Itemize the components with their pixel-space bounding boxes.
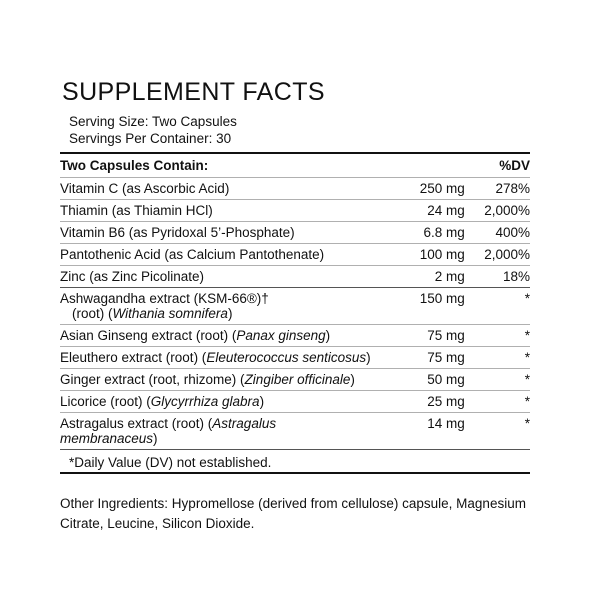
botanical-name-suffix: ) <box>153 431 158 446</box>
serving-size-line: Serving Size: Two Capsules <box>69 114 237 129</box>
nutrient-dv: 2,000% <box>465 244 530 266</box>
botanical-amount: 14 mg <box>375 413 464 450</box>
nutrient-name: Vitamin C (as Ascorbic Acid) <box>60 178 375 200</box>
botanical-name <box>60 325 375 347</box>
nutrient-dv: 2,000% <box>465 200 530 222</box>
botanical-latin-name: Glycyrrhiza glabra <box>150 394 260 409</box>
botanical-amount: 75 mg <box>375 325 464 347</box>
table-row <box>60 222 530 244</box>
botanical-amount: 25 mg <box>375 391 464 413</box>
botanical-name <box>60 413 375 450</box>
column-header-left: Two Capsules Contain: <box>60 158 209 173</box>
botanical-dv: * <box>465 347 530 369</box>
nutrient-name: Vitamin B6 (as Pyridoxal 5’-Phosphate) <box>60 222 375 244</box>
botanical-name-prefix: (root) ( <box>72 306 113 321</box>
table-row <box>60 288 530 325</box>
botanical-name-prefix: Asian Ginseng extract (root) ( <box>60 328 237 343</box>
botanical-name-line2 <box>60 306 375 321</box>
supplement-facts-panel <box>60 78 530 534</box>
column-header-dv: %DV <box>499 158 530 173</box>
botanical-name-suffix: ) <box>227 306 233 321</box>
page-title: SUPPLEMENT FACTS <box>62 78 325 106</box>
botanical-latin-name: Eleuterococcus senticosus <box>206 350 367 365</box>
botanical-dv: * <box>465 369 530 391</box>
nutrient-dv: 400% <box>465 222 530 244</box>
table-row <box>60 347 530 369</box>
botanical-dv: * <box>465 391 530 413</box>
botanical-latin-name: Panax ginseng <box>236 328 326 343</box>
nutrient-dv: 278% <box>465 178 530 200</box>
nutrient-amount: 6.8 mg <box>375 222 464 244</box>
botanical-dv: * <box>465 325 530 347</box>
botanical-name <box>60 369 375 391</box>
table-row <box>60 200 530 222</box>
servings-per-container-line: Servings Per Container: 30 <box>69 131 232 146</box>
botanical-name-suffix: ) <box>259 394 265 409</box>
botanical-amount: 50 mg <box>375 369 464 391</box>
table-row <box>60 178 530 200</box>
botanical-name-prefix: Ginger extract (root, rhizome) ( <box>60 372 245 387</box>
nutrient-amount: 2 mg <box>375 266 464 288</box>
botanical-dv: * <box>465 288 530 325</box>
table-row <box>60 391 530 413</box>
nutrient-name: Thiamin (as Thiamin HCl) <box>60 200 375 222</box>
nutrient-name: Pantothenic Acid (as Calcium Pantothenate) <box>60 244 375 266</box>
botanical-name-line1: Ashwagandha extract (KSM-66®)† <box>60 291 269 306</box>
nutrient-amount: 100 mg <box>375 244 464 266</box>
table-row <box>60 325 530 347</box>
botanical-name-suffix: ) <box>350 372 355 387</box>
botanical-latin-name: Zingiber officinale <box>244 372 351 387</box>
botanical-latin-name: Astragalus membranaceus <box>60 416 277 446</box>
botanical-dv: * <box>465 413 530 450</box>
table-row <box>60 266 530 288</box>
nutrient-dv: 18% <box>465 266 530 288</box>
botanical-name <box>60 288 375 325</box>
nutrient-amount: 24 mg <box>375 200 464 222</box>
table-row <box>60 244 530 266</box>
botanical-name-suffix: ) <box>325 328 331 343</box>
botanical-name <box>60 391 375 413</box>
botanical-name-suffix: ) <box>366 350 371 365</box>
botanical-amount: 150 mg <box>375 288 464 325</box>
other-ingredients: Other Ingredients: Hypromellose (derived from cellulose) capsule, Magnesium Citrate, Leucine, Silicon Dioxide. <box>60 496 526 531</box>
table-row <box>60 369 530 391</box>
bottom-divider <box>60 472 530 474</box>
table-row <box>60 413 530 450</box>
daily-value-footnote: *Daily Value (DV) not established. <box>69 455 272 470</box>
nutrient-name: Zinc (as Zinc Picolinate) <box>60 266 375 288</box>
botanical-latin-name: Withania somnifera <box>112 306 228 321</box>
botanical-name <box>60 347 375 369</box>
table-header-row <box>60 154 530 178</box>
botanical-name-prefix: Licorice (root) ( <box>60 394 151 409</box>
supplement-facts-table <box>60 154 530 449</box>
column-header-amount <box>375 154 464 178</box>
botanical-amount: 75 mg <box>375 347 464 369</box>
nutrient-amount: 250 mg <box>375 178 464 200</box>
botanical-name-prefix: Astragalus extract (root) ( <box>60 416 213 431</box>
botanical-name-prefix: Eleuthero extract (root) ( <box>60 350 207 365</box>
